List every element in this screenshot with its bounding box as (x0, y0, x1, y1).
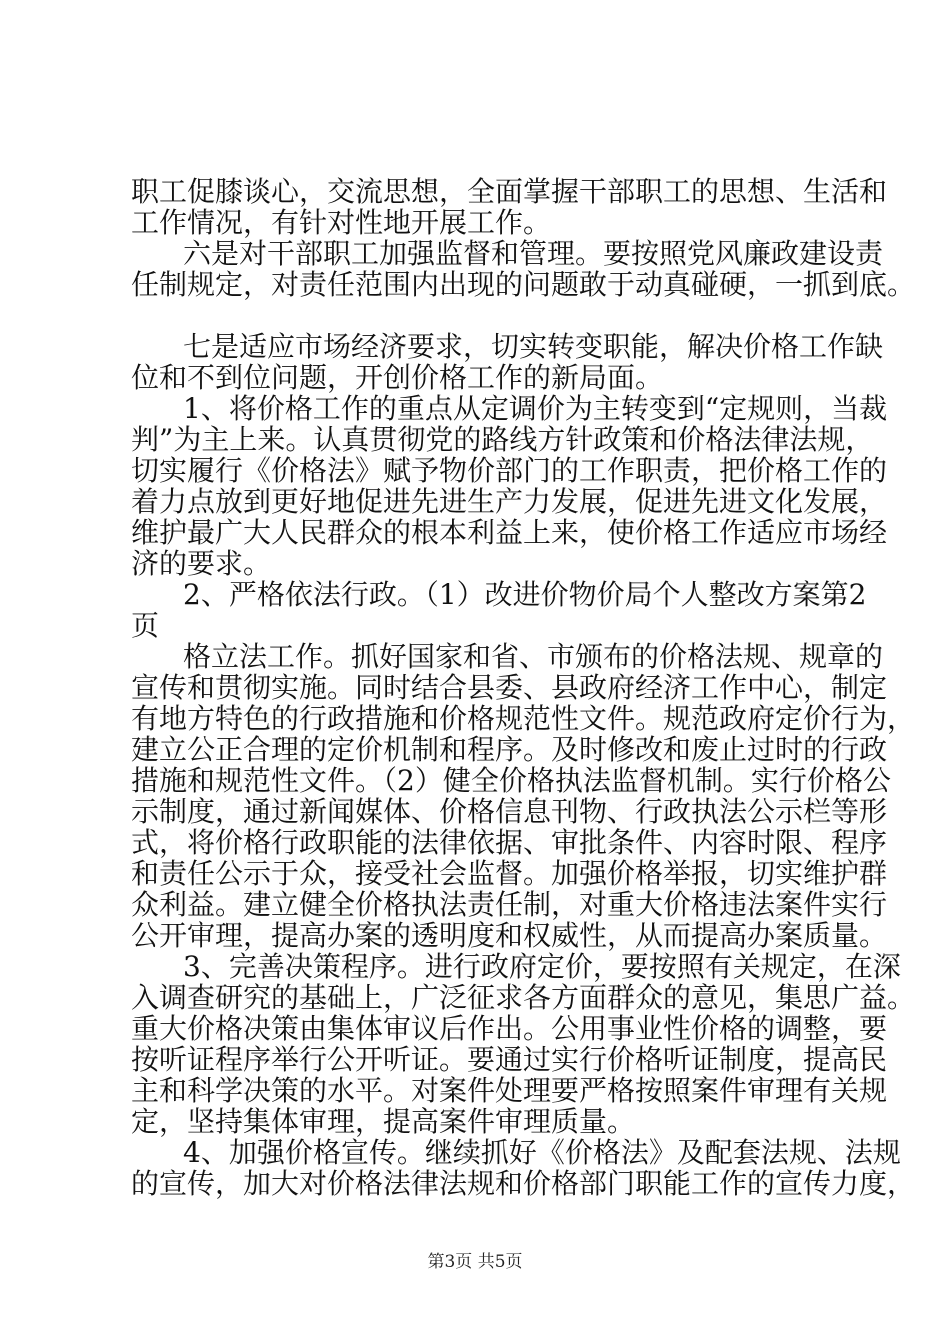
paragraph-gap (131, 300, 841, 331)
text-line: 济的要求。 (131, 547, 272, 580)
text-line: 主和科学决策的水平。对案件处理要严格按照案件审理有关规 (131, 1074, 888, 1107)
text-line: 按听证程序举行公开听证。要通过实行价格听证制度，提高民 (131, 1043, 888, 1076)
text-line: 维护最广大人民群众的根本利益上来，使价格工作适应市场经 (131, 516, 888, 549)
text-line: 工作情况，有针对性地开展工作。 (131, 206, 552, 239)
paragraph-start: 格立法工作。抓好国家和省、市颁布的价格法规、规章的 (183, 640, 884, 673)
text-line: 建立公正合理的定价机制和程序。及时修改和废止过时的行政 (131, 733, 888, 766)
text-line: 宣传和贯彻实施。同时结合县委、县政府经济工作中心，制定 (131, 671, 888, 704)
page-footer (0, 1247, 950, 1272)
text-line: 页 (131, 609, 160, 642)
text-line: 公开审理，提高办案的透明度和权威性，从而提高办案质量。 (131, 919, 888, 952)
paragraph-start: 4、加强价格宣传。继续抓好《价格法》及配套法规、法规 (183, 1136, 901, 1169)
text-line: 和责任公示于众，接受社会监督。加强价格举报，切实维护群 (131, 857, 888, 890)
text-line: 职工促膝谈心，交流思想，全面掌握干部职工的思想、生活和 (131, 175, 888, 208)
page-number: 第3页 共5页 (427, 1252, 523, 1272)
text-line: 众利益。建立健全价格执法责任制，对重大价格违法案件实行 (131, 888, 888, 921)
text-line: 定，坚持集体审理，提高案件审理质量。 (131, 1105, 636, 1138)
text-line: 切实履行《价格法》赋予物价部门的工作职责，把价格工作的 (131, 454, 888, 487)
text-line: 有地方特色的行政措施和价格规范性文件。规范政府定价行为， (131, 702, 916, 735)
paragraph-start: 3、完善决策程序。进行政府定价，要按照有关规定，在深 (183, 950, 901, 983)
text-line: 入调查研究的基础上，广泛征求各方面群众的意见，集思广益。 (131, 981, 916, 1014)
text-line: 示制度，通过新闻媒体、价格信息刊物、行政执法公示栏等形 (131, 795, 888, 828)
paragraph-start: 2、严格依法行政。（1）改进价物价局个人整改方案第2 (183, 578, 867, 611)
text-line: 措施和规范性文件。（2）健全价格执法监督机制。实行价格公 (131, 764, 891, 797)
paragraph-start: 七是适应市场经济要求，切实转变职能，解决价格工作缺 (183, 330, 884, 363)
text-line: 位和不到位问题，开创价格工作的新局面。 (131, 361, 664, 394)
paragraph-start: 1、将价格工作的重点从定调价为主转变到“定规则，当裁 (183, 392, 888, 425)
text-line: 着力点放到更好地促进先进生产力发展，促进先进文化发展， (131, 485, 888, 518)
text-line: 任制规定，对责任范围内出现的问题敢于动真碰硬，一抓到底。 (131, 268, 916, 301)
text-line: 的宣传，加大对价格法律法规和价格部门职能工作的宣传力度， (131, 1167, 916, 1200)
paragraph-start: 六是对干部职工加强监督和管理。要按照党风廉政建设责 (183, 237, 884, 270)
text-line: 式，将价格行政职能的法律依据、审批条件、内容时限、程序 (131, 826, 888, 859)
text-line: 判”为主上来。认真贯彻党的路线方针政策和价格法律法规， (131, 423, 874, 456)
document-body (131, 175, 916, 1200)
text-line: 重大价格决策由集体审议后作出。公用事业性价格的调整，要 (131, 1012, 888, 1045)
